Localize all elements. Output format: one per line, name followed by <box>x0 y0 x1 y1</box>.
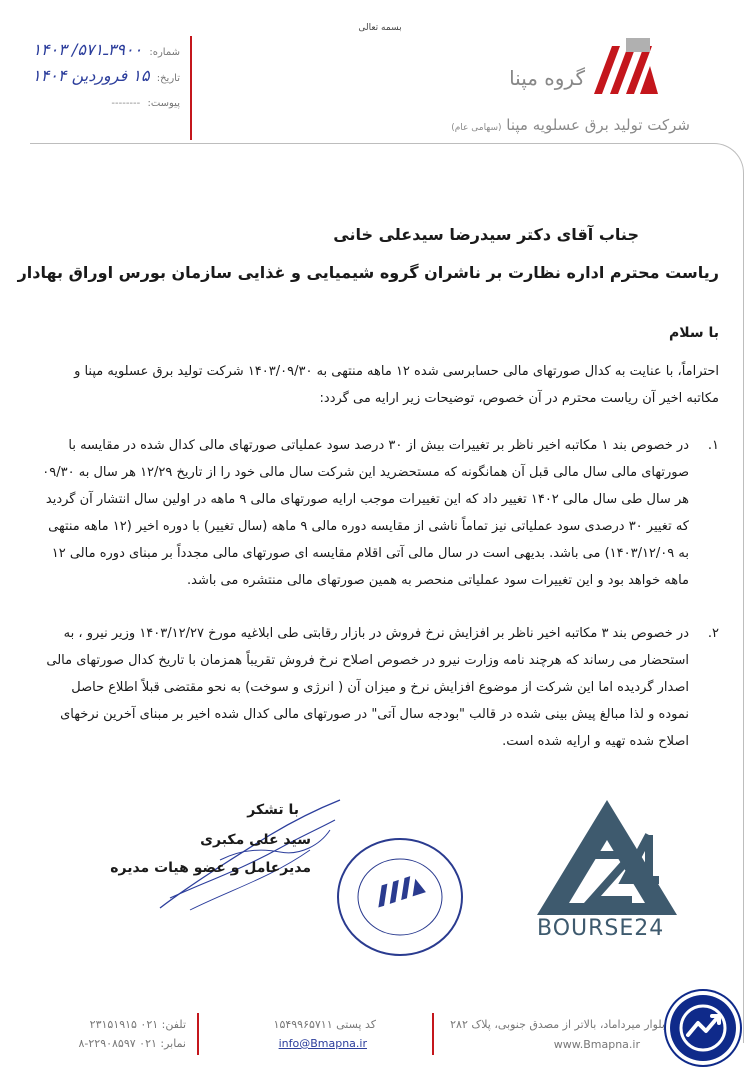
attachment-value: -------- <box>111 98 141 109</box>
date-label: تاریخ: <box>156 73 180 84</box>
footer-divider <box>432 1013 434 1055</box>
letter-meta <box>32 36 190 141</box>
salutation: با سلام <box>668 325 719 341</box>
list-item <box>39 620 719 755</box>
mapna-logo-icon <box>590 36 660 98</box>
company-name-text: شرکت تولید برق عسلویه مپنا <box>506 116 690 134</box>
item-number: ۲. <box>707 626 719 641</box>
company-logo <box>451 28 700 134</box>
footer-website[interactable]: www.Bmapna.ir <box>553 1038 640 1051</box>
letter-date <box>32 66 180 85</box>
footer-email[interactable]: info@Bmapna.ir <box>278 1037 367 1050</box>
number-value: ۳۹۰۰ـ۵۷۱/ ۱۴۰۳ <box>32 40 143 59</box>
intro-paragraph: احتراماً، با عنایت به کدال صورتهای مالی حسابرسی شده ۱۲ ماهه منتهی به ۱۴۰۳/۰۹/۳۰ شرکت تولید برق عسلویه مپنا و مکاتبه اخیر آن ریاست محترم در آن خصوص، توضیحات زیر ارایه می گردد: <box>74 364 719 406</box>
signer-name: سید علی مکبری <box>200 832 311 848</box>
letter-number <box>32 40 180 59</box>
chart-app-badge-icon[interactable] <box>670 995 736 1061</box>
number-label: شماره: <box>149 47 180 58</box>
trend-arrow-icon <box>670 995 736 1061</box>
footer-phone: تلفن: ۰۲۱ ۲۳۱۵۱۹۱۵ <box>89 1018 186 1031</box>
bourse24-label: BOURSE24 <box>537 916 665 941</box>
date-value: ۱۵ فروردین ۱۴۰۴ <box>32 66 150 85</box>
footer-address: بلوار میرداماد، بالاتر از مصدق جنوبی، پلاک ۲۸۲ <box>450 1018 665 1031</box>
frame-top-line <box>30 143 714 144</box>
meta-divider <box>190 36 192 140</box>
letter-attachment <box>111 98 180 109</box>
company-name <box>451 116 690 134</box>
bismillah: بسمه تعالی <box>358 23 402 33</box>
item-text: در خصوص بند ۱ مکاتبه اخیر ناظر بر تغییرات بیش از ۳۰ درصد سود عملیاتی صورتهای مالی کدال شده در مقایسه با صورتهای مالی سال مالی قبل آن همانگونه که مستحضرید این شرکت سال مالی خود را از تاریخ ۱۲/۲۹ هر سال به ۰۹/۳۰ هر سال طی سال مالی ۱۴۰۲ تغییر داد که این تغییرات موجب ارایه صورتهای مالی ۹ ماهه در اولین سال انتشار آن گردید که تغییر ۳۰ درصدی سود عملیاتی نیز تماماً ناشی از مقایسه دوره مالی ۹ ماهه (سال تغییر) با دوره اخیر (۱۲ ماهه منتهی به ۱۴۰۳/۱۲/۰۹) می باشد. بدیهی است در سال مالی آتی اقلام مقایسه ای صورتهای مالی مجدداً بر مبنای دوره مالی ۱۲ ماهه خواهد بود و این تغییرات سود عملیاتی منحصر به همین صورتهای مالی منتشره می باشد. <box>42 438 689 588</box>
footer-divider <box>197 1013 199 1055</box>
company-stamp-icon <box>330 832 470 962</box>
footer-fax: نمابر: ۰۲۱ ۲۲۹۰۸۵۹۷-۸ <box>78 1037 186 1050</box>
attachment-label: پیوست: <box>147 98 180 109</box>
list-item <box>39 432 719 594</box>
signer-title: مدیرعامل و عضو هیات مدیره <box>110 860 311 876</box>
addressee: جناب آقای دکتر سیدرضا سیدعلی خانی <box>333 225 639 244</box>
footer <box>0 1008 756 1068</box>
item-number: ۱. <box>707 438 719 453</box>
addressee-title: ریاست محترم اداره نظارت بر ناشران گروه شیمیایی و غذایی سازمان بورس اوراق بهادار <box>17 263 719 282</box>
footer-postal-code: کد پستی ۱۵۴۹۹۶۵۷۱۱ <box>273 1018 376 1031</box>
closing: با تشکر <box>247 802 299 818</box>
item-text: در خصوص بند ۳ مکاتبه اخیر ناظر بر افزایش نرخ فروش در بازار رقابتی طی ابلاغیه مورخ ۱۴۰۳/۱۲/۲۷ وزیر نیرو ، به استحضار می رساند که هرچند نامه وزارت نیرو در خصوص اصلاح نرخ فروش تقریباً همزمان با تاریخ کدال صورتهای مالی اصدار گردیده اما این شرکت از موضوع افزایش نرخ و میزان آن ( انرژی و سوخت) به نحو مقتضی قبلاً اطلاع حاصل نموده و لذا مبالغ پیش بینی شده در قالب "بودجه سال آتی" در صورتهای مالی کدال شده اخیر بر مبنای آخرین نرخهای اصلاح شده تهیه و ارایه شده است. <box>46 626 689 749</box>
company-brand: گروه مپنا <box>509 66 585 90</box>
company-type: (سهامی عام) <box>451 123 502 133</box>
